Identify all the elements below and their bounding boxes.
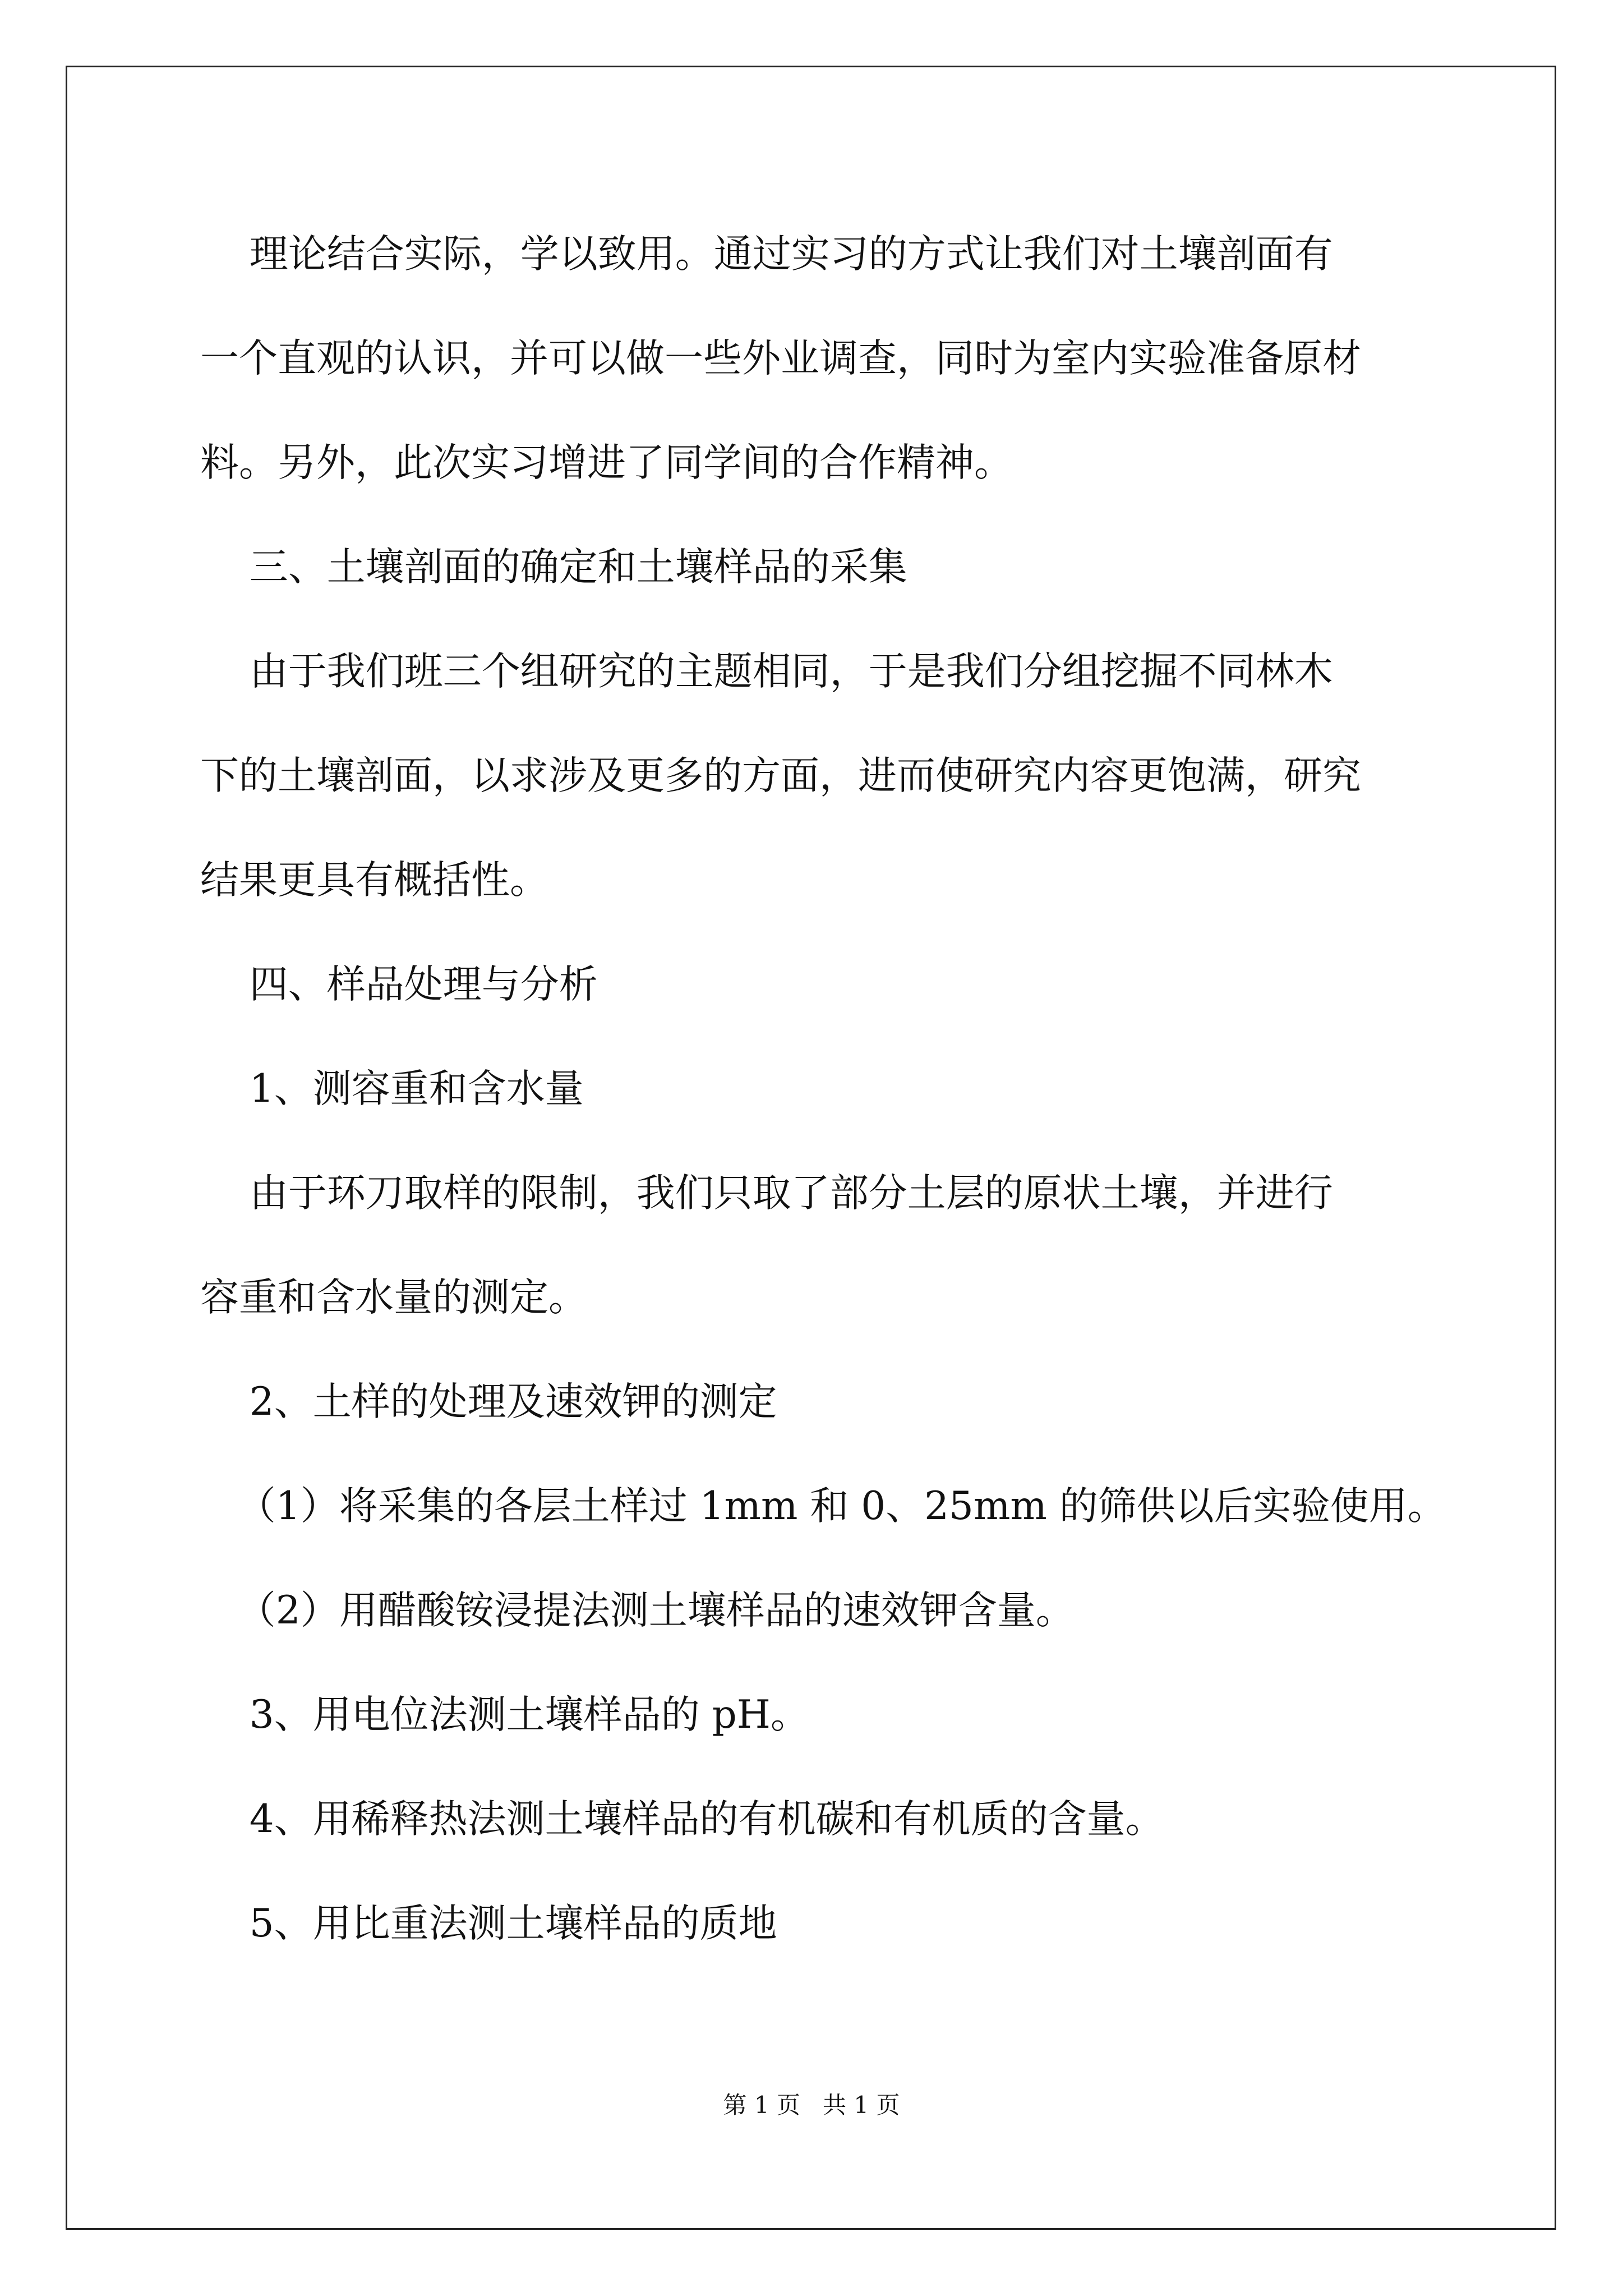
body-line: 一个直观的认识，并可以做一些外业调查，同时为室内实验准备原材 <box>200 336 1361 381</box>
body-line: 容重和含水量的测定。 <box>200 1275 587 1320</box>
section-heading-4: 四、样品处理与分析 <box>200 962 598 1007</box>
list-item-2: （2）用醋酸铵浸提法测土壤样品的速效钾含量。 <box>200 1588 1075 1633</box>
body-line: 料。另外，此次实习增进了同学间的合作精神。 <box>200 440 1013 485</box>
body-line: 结果更具有概括性。 <box>200 858 548 903</box>
subheading-3: 3、用电位法测土壤样品的 pH。 <box>200 1692 809 1737</box>
body-line: 理论结合实际，学以致用。通过实习的方式让我们对土壤剖面有 <box>200 232 1333 277</box>
body-line: 由于我们班三个组研究的主题相同，于是我们分组挖掘不同林木 <box>200 649 1333 694</box>
body-line: 下的土壤剖面，以求涉及更多的方面，进而使研究内容更饱满，研究 <box>200 753 1361 798</box>
subheading-1: 1、测容重和含水量 <box>200 1066 584 1111</box>
subheading-2: 2、土样的处理及速效钾的测定 <box>200 1379 777 1424</box>
body-line: 由于环刀取样的限制，我们只取了部分土层的原状土壤，并进行 <box>200 1171 1333 1216</box>
section-heading-3: 三、土壤剖面的确定和土壤样品的采集 <box>200 545 907 590</box>
subheading-4: 4、用稀释热法测土壤样品的有机碳和有机质的含量。 <box>200 1797 1164 1842</box>
page-footer: 第 1 页 共 1 页 <box>723 2091 900 2119</box>
subheading-5: 5、用比重法测土壤样品的质地 <box>200 1901 777 1946</box>
document-body <box>200 202 1446 1976</box>
list-item-1: （1）将采集的各层土样过 1mm 和 0、25mm 的筛供以后实验使用。 <box>200 1484 1446 1529</box>
